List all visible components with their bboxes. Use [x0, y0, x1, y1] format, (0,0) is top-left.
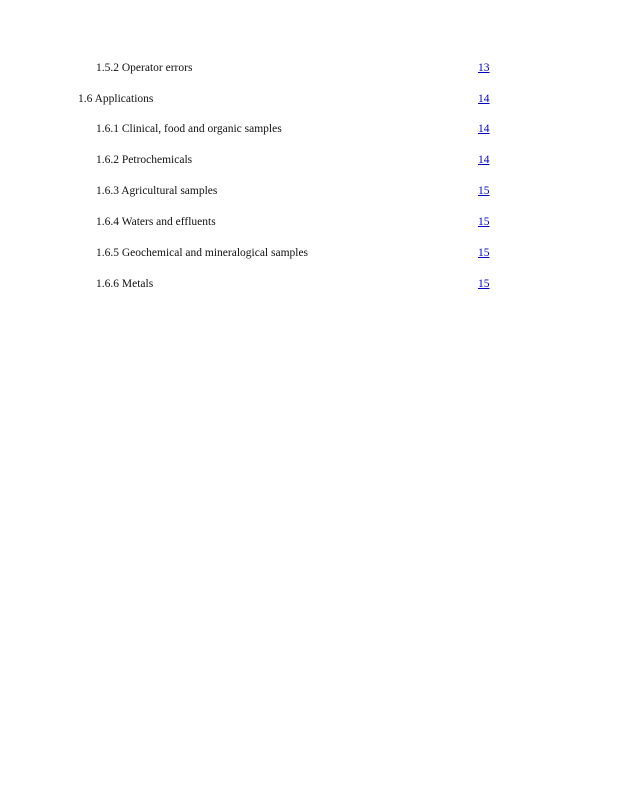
toc-page-link[interactable]: 15 — [478, 216, 490, 228]
toc-entry-title: 1.6.1 Clinical, food and organic samples — [96, 123, 282, 135]
toc-entry-title: 1.6.3 Agricultural samples — [96, 185, 218, 197]
toc-entry-title: 1.5.2 Operator errors — [96, 62, 193, 74]
toc-entry-1-6-3 — [0, 183, 617, 199]
toc-entry-title: 1.6.2 Petrochemicals — [96, 154, 193, 166]
toc-entry-1-6 — [0, 91, 617, 107]
toc-page-link[interactable]: 15 — [478, 247, 490, 259]
toc-entry-1-6-1 — [0, 121, 617, 137]
toc-entry-1-6-6 — [0, 276, 617, 292]
toc-page-link[interactable]: 15 — [478, 185, 490, 197]
toc-entry-1-6-5 — [0, 245, 617, 261]
toc-entry-title: 1.6.5 Geochemical and mineralogical samples — [96, 247, 309, 259]
toc-page-link[interactable]: 15 — [478, 278, 490, 290]
toc-entry-title: 1.6.6 Metals — [96, 278, 154, 290]
toc-entry-title: 1.6.4 Waters and effluents — [96, 216, 216, 228]
toc-page-link[interactable]: 14 — [478, 154, 490, 166]
toc-page-link[interactable]: 14 — [478, 123, 490, 135]
toc-entry-title: 1.6 Applications — [78, 93, 154, 105]
toc-page-link[interactable]: 13 — [478, 62, 490, 74]
toc-entry-1-6-2 — [0, 152, 617, 168]
toc-page-link[interactable]: 14 — [478, 93, 490, 105]
toc-entry-1-6-4 — [0, 214, 617, 230]
toc-entry-1-5-2 — [0, 60, 617, 76]
